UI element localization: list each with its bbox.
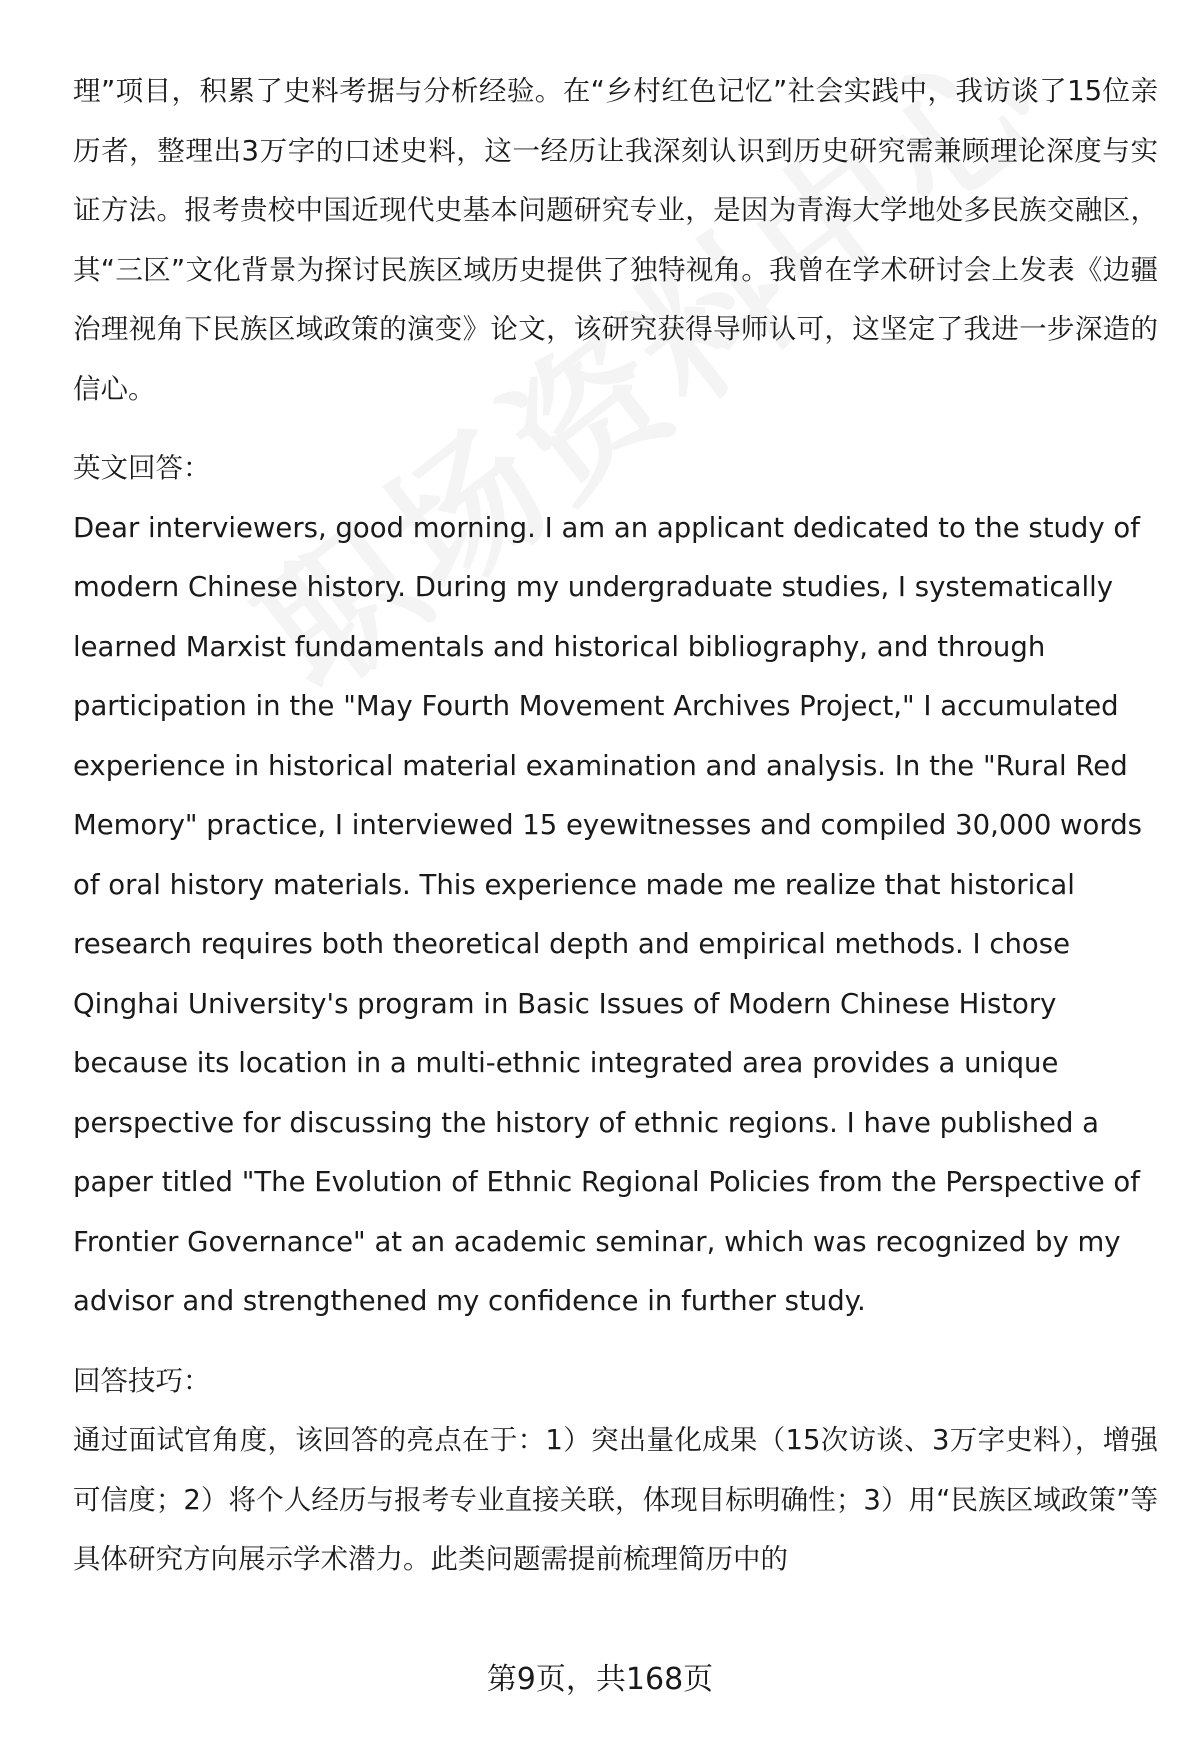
- english-answer-text: Dear interviewers, good morning. I am an applicant dedicated to the study of modern Chinese history. During my undergraduate studies, I systematically learned Marxist fundamentals and historical bibliography, and through participation in the "May Fourth Movement Archives Project," I accumulated experience in historical material examination and analysis. In the "Rural Red Memory" practice, I interviewed 15 eyewitnesses and compiled 30,000 words of oral history materials. This experience made me realize that historical research requires both theoretical depth and empirical methods. I chose Qinghai University's program in Basic Issues of Modern Chinese History because its location in a multi-ethnic integrated area provides a unique perspective for discussing the history of ethnic regions. I have published a paper titled "The Evolution of Ethnic Regional Policies from the Perspective of Frontier Governance" at an academic seminar, which was recognized by my advisor and strengthened my confidence in further study.: [73, 511, 1142, 1317]
- page-footer: [0, 1660, 1200, 1700]
- english-answer-label: 英文回答：: [73, 452, 211, 484]
- page-content: [73, 62, 1158, 1590]
- intro-paragraph: 理”项目，积累了史料考据与分析经验。在“乡村红色记忆”社会实践中，我访谈了15位亲历者，整理出3万字的口述史料，这一经历让我深刻认识到历史研究需兼顾理论深度与实证方法。报考贵校中国近现代史基本问题研究专业，是因为青海大学地处多民族交融区，其“三区”文化背景为探讨民族区域历史提供了独特视角。我曾在学术研讨会上发表《边疆治理视角下民族区域政策的演变》论文，该研究获得导师认可，这坚定了我进一步深造的信心。: [73, 75, 1158, 405]
- answer-tips-text: 通过面试官角度，该回答的亮点在于：1）突出量化成果（15次访谈、3万字史料），增强可信度；2）将个人经历与报考专业直接关联，体现目标明确性；3）用“民族区域政策”等具体研究方向展示学术潜力。此类问题需提前梳理简历中的: [73, 1424, 1158, 1575]
- answer-tips-label: 回答技巧：: [73, 1364, 211, 1397]
- page-indicator: 第9页，共168页: [486, 1662, 714, 1697]
